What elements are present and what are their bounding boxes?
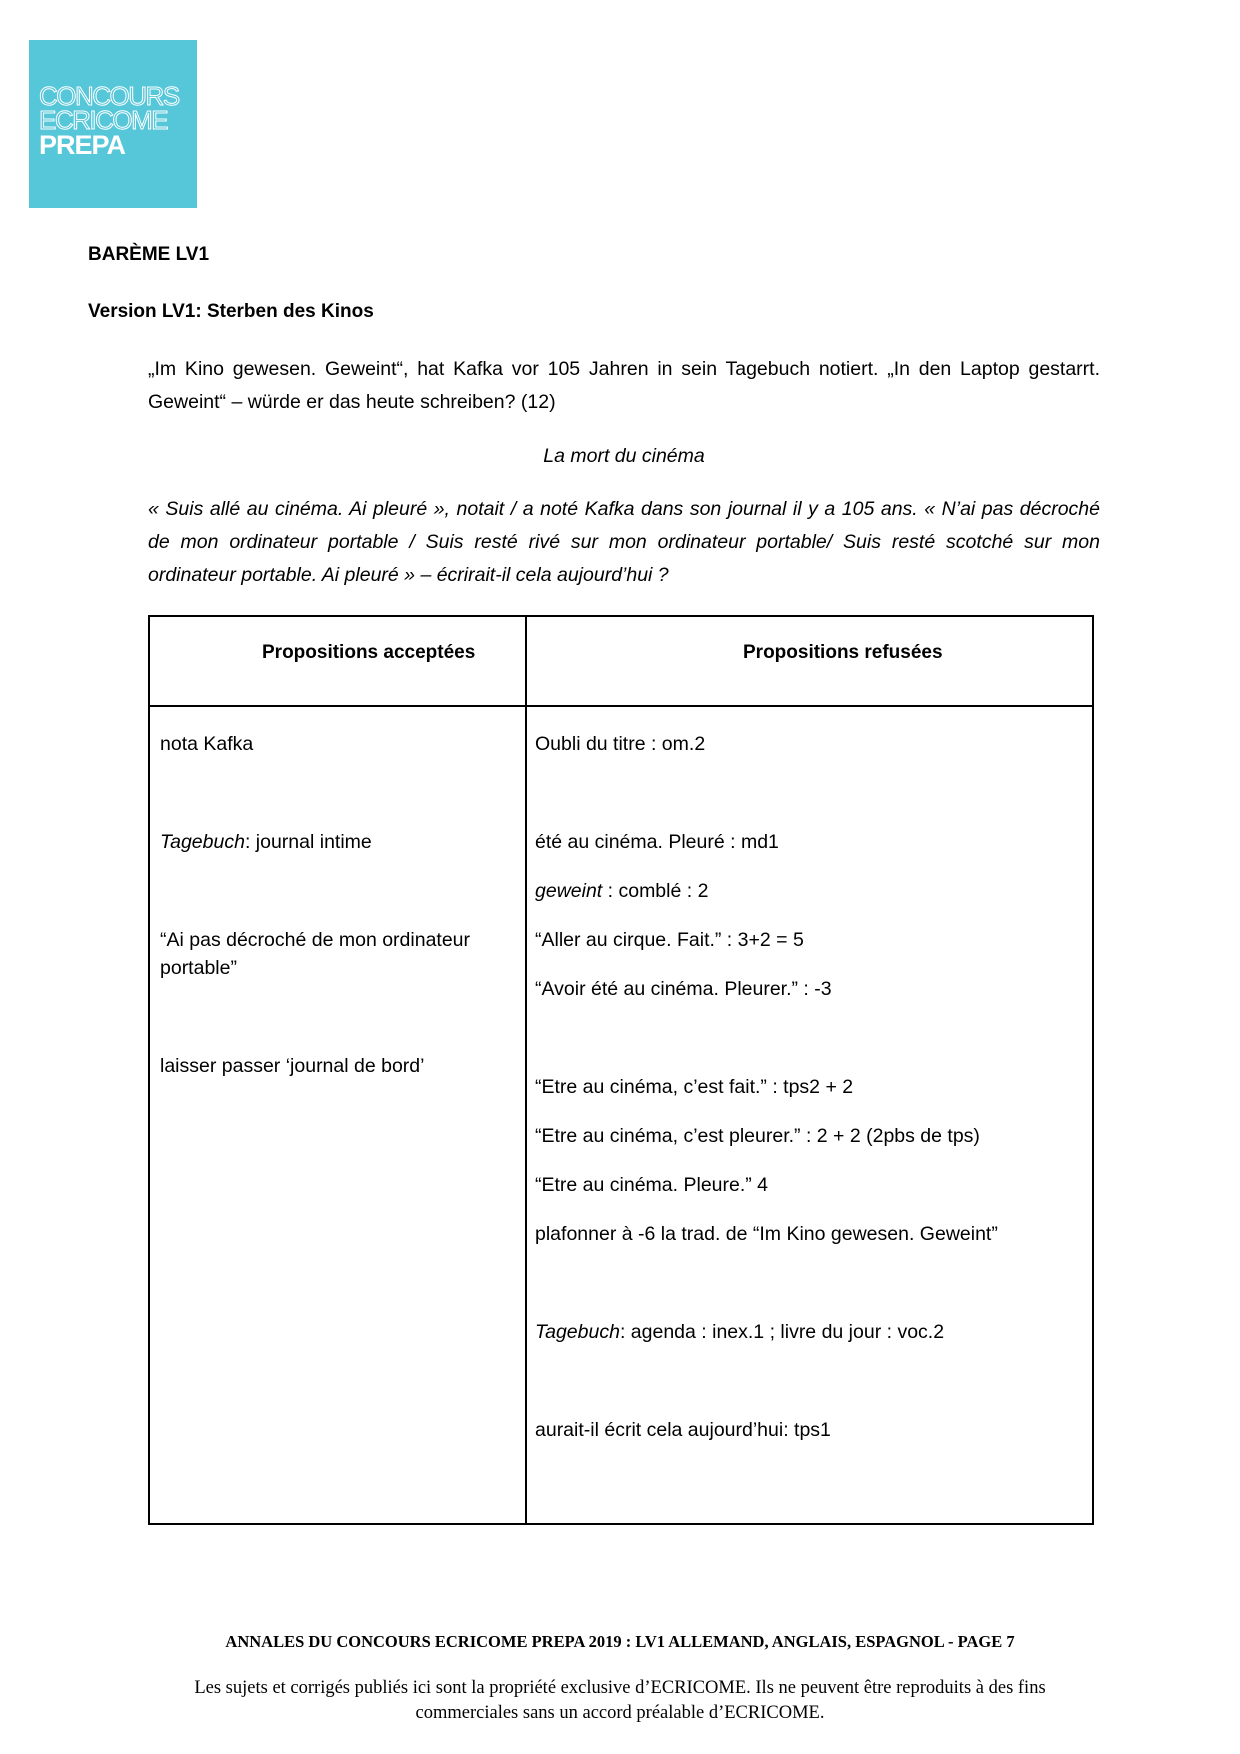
- table-divider-vertical: [525, 617, 527, 1523]
- header-accepted: Propositions acceptées: [262, 642, 476, 663]
- refused-item: “Etre au cinéma. Pleure.” 4: [535, 1174, 769, 1196]
- logo-line-ecricome: ECRICOME: [39, 105, 168, 135]
- refused-item: Tagebuch: agenda : inex.1 ; livre du jour : voc.2: [535, 1321, 945, 1343]
- refused-item: été au cinéma. Pleuré : md1: [535, 831, 779, 853]
- accepted-item: nota Kafka: [160, 733, 254, 755]
- refused-item: plafonner à -6 la trad. de “Im Kino gewesen. Geweint”: [535, 1223, 998, 1245]
- refused-item: “Etre au cinéma, c’est pleurer.” : 2 + 2 (2pbs de tps): [535, 1125, 980, 1147]
- footer-copyright-note: Les sujets et corrigés publiés ici sont la propriété exclusive d’ECRICOME. Ils ne peuvent être reproduits à des fins commerciales sans un accord préalable d’ECRICOME.: [194, 1678, 1046, 1723]
- grading-table: [148, 615, 1094, 1525]
- source-text: „Im Kino gewesen. Geweint“, hat Kafka vor 105 Jahren in sein Tagebuch notiert. „In den Laptop gestarrt. Geweint“ – würde er das heute schreiben? (12): [148, 358, 1100, 413]
- accepted-item: laisser passer ‘journal de bord’: [160, 1055, 425, 1077]
- translation-title: La mort du cinéma: [543, 445, 705, 467]
- ecricome-logo: [29, 40, 197, 208]
- refused-item: Oubli du titre : om.2: [535, 733, 706, 755]
- logo-line-prepa: PREPA: [39, 130, 126, 160]
- refused-item: geweint : comblé : 2: [535, 880, 709, 902]
- refused-item: “Etre au cinéma, c’est fait.” : tps2 + 2: [535, 1076, 854, 1098]
- logo-line-concours: CONCOURS: [39, 81, 179, 111]
- page-title: BARÈME LV1: [88, 244, 210, 265]
- version-title: Version LV1: Sterben des Kinos: [88, 301, 374, 322]
- footer-title: ANNALES DU CONCOURS ECRICOME PREPA 2019 : LV1 ALLEMAND, ANGLAIS, ESPAGNOL - PAGE 7: [225, 1632, 1015, 1651]
- table-divider-horizontal: [150, 705, 1092, 707]
- header-refused: Propositions refusées: [743, 642, 943, 663]
- refused-item: aurait-il écrit cela aujourd’hui: tps1: [535, 1419, 831, 1441]
- refused-item: “Aller au cirque. Fait.” : 3+2 = 5: [535, 929, 804, 951]
- translation-text: « Suis allé au cinéma. Ai pleuré », notait / a noté Kafka dans son journal il y a 105 ans. « N’ai pas décroché de mon ordinateur portable / Suis resté rivé sur mon ordinateur portable/ Suis resté scotché sur mon ordinateur portable. Ai pleuré » – écrirait-il cela aujourd’hui ?: [148, 498, 1100, 586]
- refused-item: “Avoir été au cinéma. Pleurer.” : -3: [535, 978, 832, 1000]
- accepted-item: Tagebuch: journal intime: [160, 831, 372, 853]
- accepted-item: “Ai pas décroché de mon ordinateur portable”: [160, 929, 471, 979]
